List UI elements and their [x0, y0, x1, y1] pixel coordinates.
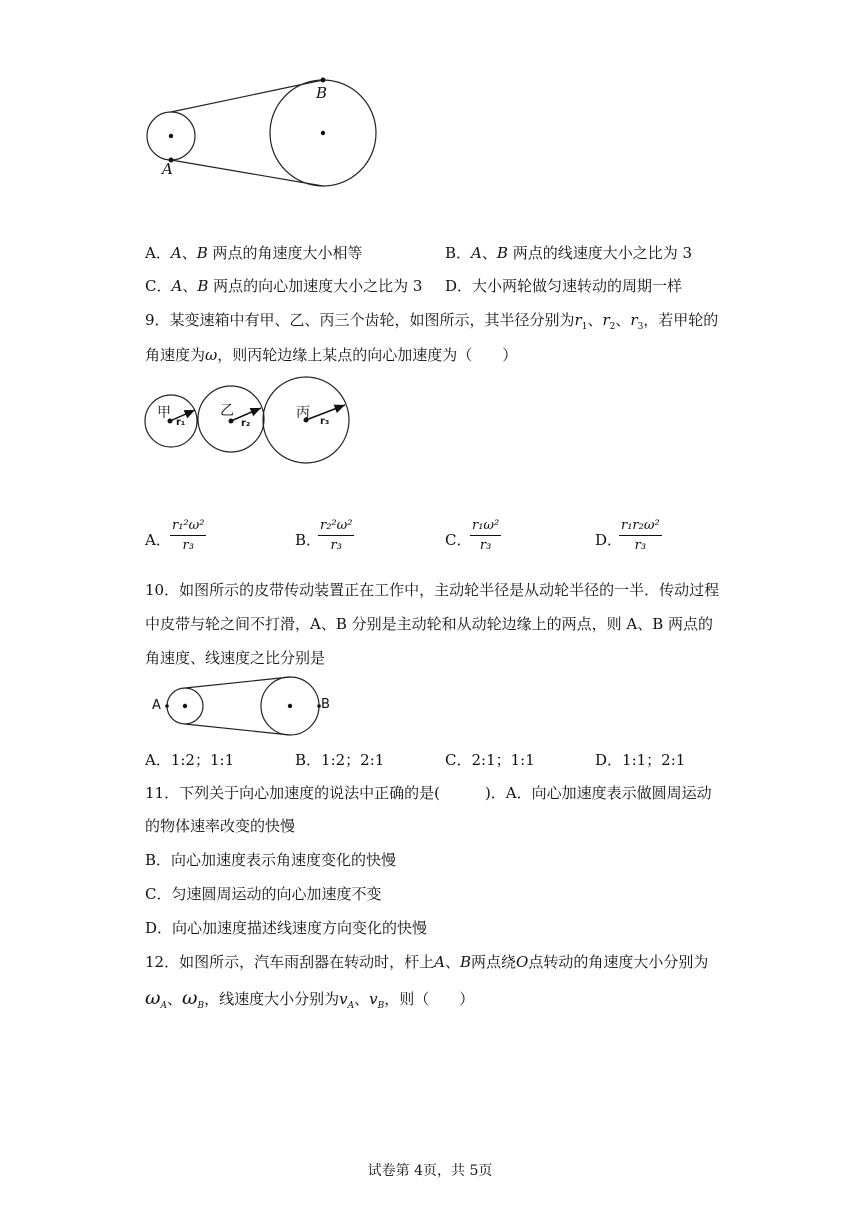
q10-stem-line2: 中皮带与轮之间不打滑，A、B 分别是主动轮和从动轮边缘上的两点，则 A、B 两点的 — [145, 615, 714, 633]
q8-option-d[interactable]: D．大小两轮做匀速转动的周期一样 — [445, 277, 683, 295]
gear-r2: r₂ — [241, 418, 251, 429]
label-a: A — [162, 160, 173, 178]
q12-stem-line2: $\omega_A$、$\omega_B$，线速度大小分别为$v_A$、$v_B$，则（ ） — [145, 987, 475, 1011]
q10-stem-line1: 10．如图所示的皮带传动装置正在工作中，主动轮半径是从动轮半径的一半．传动过程 — [145, 581, 720, 599]
q9-option-c-fraction[interactable]: $\frac{\text{r₁ω²}}{\text{r₃}}$ — [472, 518, 500, 553]
q9-option-b-fraction[interactable]: $\frac{\text{r₂²ω²}}{\text{r₃}}$ — [320, 518, 353, 553]
gear-label-bing: 丙 — [296, 405, 310, 421]
label-b: B — [316, 84, 328, 102]
q9-option-a-key[interactable]: A． — [145, 531, 171, 549]
q10-stem-line3: 角速度、线速度之比分别是 — [145, 649, 326, 667]
q9-option-d-fraction[interactable]: $\frac{\text{r₁r₂ω²}}{\text{r₃}}$ — [621, 518, 660, 553]
gear-r3: r₃ — [320, 416, 330, 427]
q11-option-d[interactable]: D．向心加速度描述线速度方向变化的快慢 — [145, 919, 428, 937]
belt-pulley-figure-q10 — [145, 672, 345, 742]
q9-stem-line2: 角速度为ω，则丙轮边缘上某点的向心加速度为（ ） — [145, 346, 518, 364]
gears-figure — [140, 372, 370, 468]
q10-option-d[interactable]: D．1:1；2:1 — [595, 751, 686, 769]
q9-option-c-key[interactable]: C． — [445, 531, 472, 549]
q8-option-b[interactable]: B．A、B 两点的线速度大小之比为 3 — [445, 244, 693, 262]
q11-stem-line2: 的物体速率改变的快慢 — [145, 817, 296, 835]
point-b-dot — [321, 78, 326, 83]
q11-option-b[interactable]: B．向心加速度表示角速度变化的快慢 — [145, 851, 397, 869]
q10-option-c[interactable]: C．2:1；1:1 — [445, 751, 535, 769]
gear-label-yi: 乙 — [220, 403, 234, 419]
q10-option-b[interactable]: B．1:2；2:1 — [295, 751, 385, 769]
q12-stem-line1: 12．如图所示，汽车雨刮器在转动时，杆上A、B两点绕O点转动的角速度大小分别为 — [145, 953, 709, 971]
belt-pulley-figure-q8 — [140, 70, 390, 190]
q8-option-c[interactable]: C．A、B 两点的向心加速度大小之比为 3 — [145, 277, 423, 295]
q10-option-a[interactable]: A．1:2；1:1 — [145, 751, 235, 769]
q9-option-d-key[interactable]: D． — [595, 531, 623, 549]
q8-option-a[interactable]: A．A、B 两点的角速度大小相等 — [145, 244, 363, 262]
q9-option-b-key[interactable]: B． — [295, 531, 322, 549]
q9-option-a-fraction[interactable]: $\frac{\text{r₁²ω²}}{\text{r₃}}$ — [172, 518, 205, 553]
gear-r1: r₁ — [176, 417, 186, 428]
q10-label-a: A — [152, 698, 161, 713]
q11-stem-line1: 11．下列关于向心加速度的说法中正确的是( )．A．向心加速度表示做圆周运动 — [145, 784, 712, 802]
q9-stem-line1: 9．某变速箱中有甲、乙、丙三个齿轮，如图所示，其半径分别为$r_1$、$r_2$、$r_3$，若甲轮的 — [145, 311, 719, 332]
q10-label-b: B — [321, 697, 330, 712]
gear-label-jia: 甲 — [157, 405, 171, 421]
q11-option-c[interactable]: C．匀速圆周运动的向心加速度不变 — [145, 885, 382, 903]
page-footer: 试卷第 4页，共 5页 — [367, 1163, 493, 1179]
